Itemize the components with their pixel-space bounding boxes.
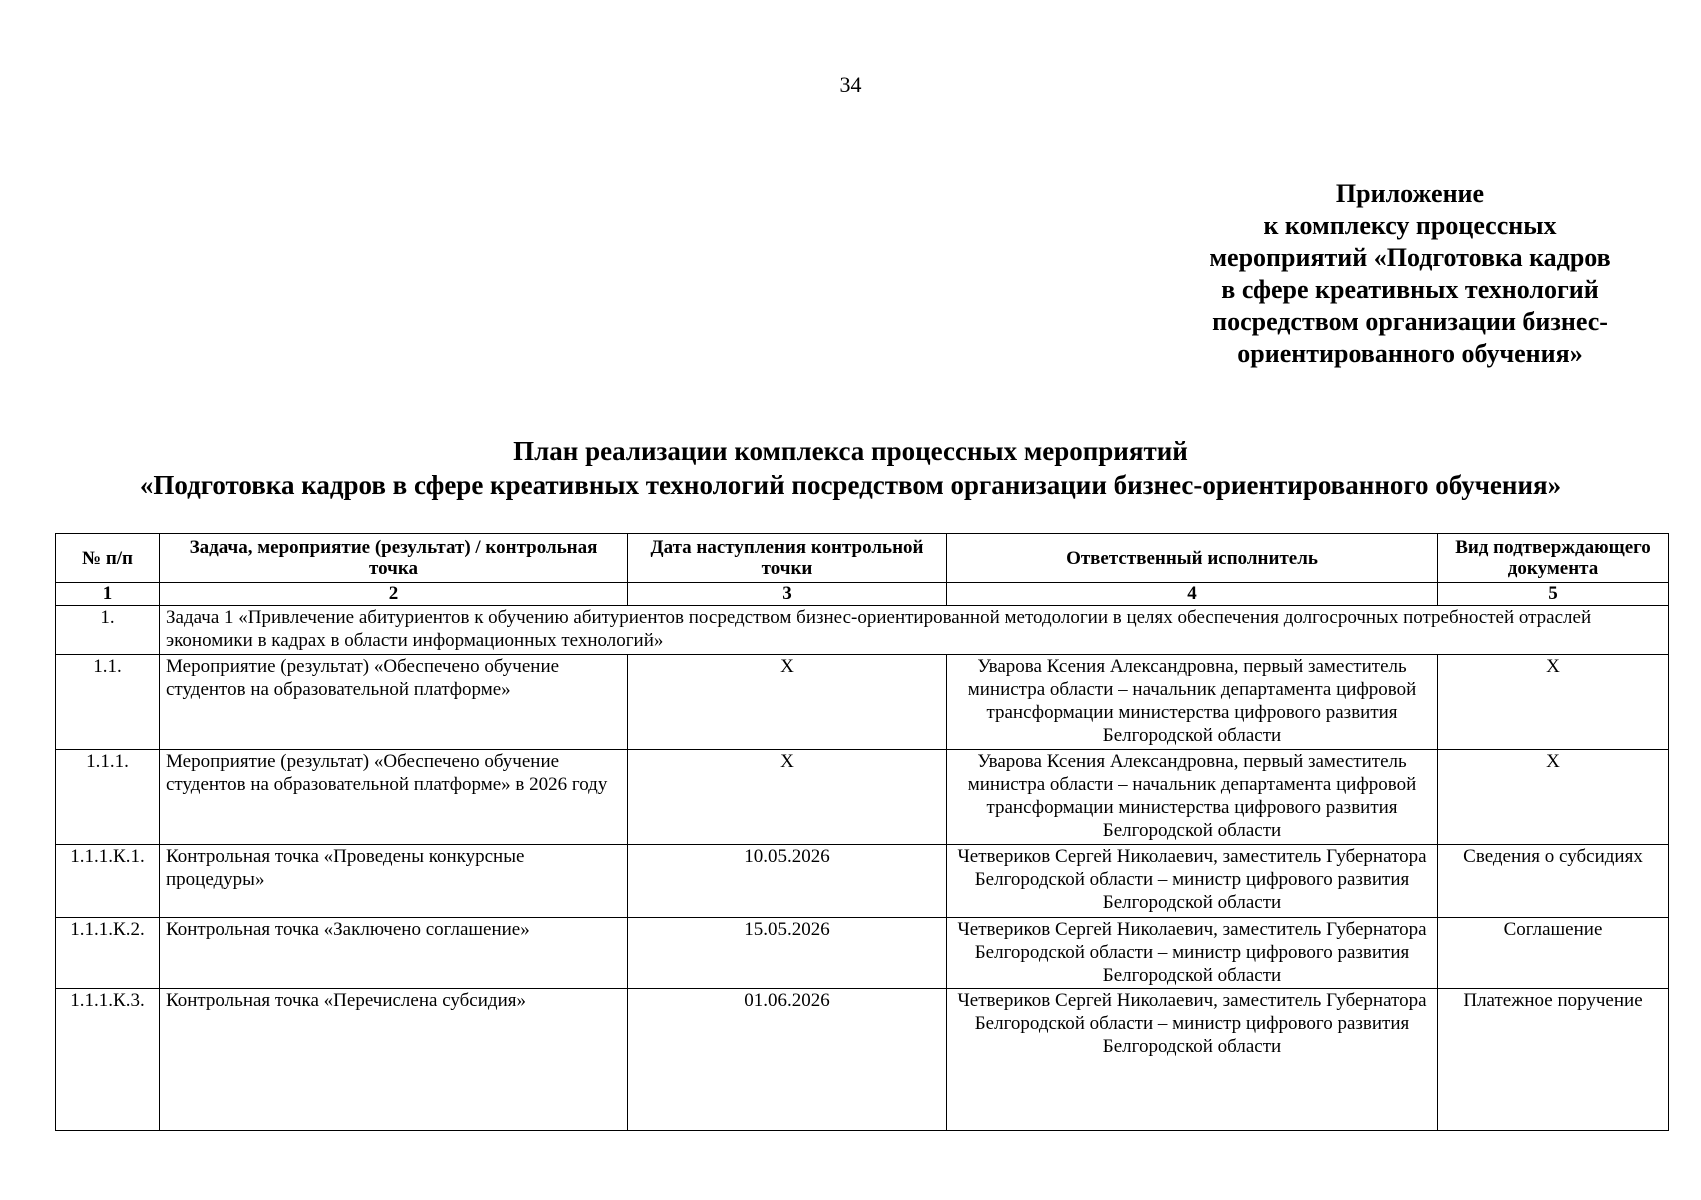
table-row bbox=[56, 989, 1669, 1131]
task-row bbox=[56, 606, 1669, 655]
header-document: Вид подтверждающего документа bbox=[1438, 534, 1669, 583]
table-row bbox=[56, 918, 1669, 989]
column-number: 2 bbox=[160, 583, 628, 606]
page-number: 34 bbox=[839, 72, 862, 97]
column-number: 3 bbox=[628, 583, 947, 606]
row-item: Контрольная точка «Заключено соглашение» bbox=[160, 918, 628, 989]
header-responsible: Ответственный исполнитель bbox=[947, 534, 1438, 583]
row-document: Соглашение bbox=[1438, 918, 1669, 989]
appendix-line: посредством организации бизнес- bbox=[1212, 307, 1608, 336]
row-number: 1.1.1. bbox=[56, 750, 160, 845]
row-document: Сведения о субсидиях bbox=[1438, 845, 1669, 918]
row-date: 01.06.2026 bbox=[628, 989, 947, 1131]
row-responsible: Четвериков Сергей Николаевич, заместитель Губернатора Белгородской области – министр цифрового развития Белгородской области bbox=[947, 918, 1438, 989]
row-item: Контрольная точка «Перечислена субсидия» bbox=[160, 989, 628, 1131]
table-row bbox=[56, 750, 1669, 845]
header-date: Дата наступления контрольной точки bbox=[628, 534, 947, 583]
task-text: Задача 1 «Привлечение абитуриентов к обучению абитуриентов посредством бизнес-ориентированной методологии в целях обеспечения долгосрочных потребностей отраслей экономики в кадрах в области информационных технологий» bbox=[160, 606, 1669, 655]
header-number: № п/п bbox=[56, 534, 160, 583]
row-responsible: Уварова Ксения Александровна, первый заместитель министра области – начальник департамента цифровой трансформации министерства цифрового развития Белгородской области bbox=[947, 655, 1438, 750]
appendix-line: в сфере креативных технологий bbox=[1221, 275, 1599, 304]
row-document: X bbox=[1438, 655, 1669, 750]
row-item: Мероприятие (результат) «Обеспечено обучение студентов на образовательной платформе» bbox=[160, 655, 628, 750]
row-item: Контрольная точка «Проведены конкурсные процедуры» bbox=[160, 845, 628, 918]
column-number: 4 bbox=[947, 583, 1438, 606]
column-number: 1 bbox=[56, 583, 160, 606]
row-responsible: Уварова Ксения Александровна, первый заместитель министра области – начальник департамента цифровой трансформации министерства цифрового развития Белгородской области bbox=[947, 750, 1438, 845]
column-numbers-row bbox=[56, 583, 1669, 606]
appendix-heading bbox=[1160, 178, 1660, 370]
column-number: 5 bbox=[1438, 583, 1669, 606]
row-date: 15.05.2026 bbox=[628, 918, 947, 989]
plan-title-line-2: «Подготовка кадров в сфере креативных технологий посредством организации бизнес-ориентированного обучения» bbox=[139, 470, 1562, 500]
row-number: 1.1. bbox=[56, 655, 160, 750]
table-row bbox=[56, 655, 1669, 750]
plan-title bbox=[0, 434, 1701, 502]
appendix-line: ориентированного обучения» bbox=[1237, 339, 1583, 368]
appendix-line: мероприятий «Подготовка кадров bbox=[1209, 243, 1611, 272]
row-date: X bbox=[628, 750, 947, 845]
row-date: X bbox=[628, 655, 947, 750]
task-number: 1. bbox=[56, 606, 160, 655]
table-header-row bbox=[56, 534, 1669, 583]
row-item: Мероприятие (результат) «Обеспечено обучение студентов на образовательной платформе» в 2026 году bbox=[160, 750, 628, 845]
plan-table bbox=[55, 533, 1669, 1131]
plan-title-line-1: План реализации комплекса процессных мероприятий bbox=[513, 436, 1188, 466]
row-date: 10.05.2026 bbox=[628, 845, 947, 918]
row-number: 1.1.1.К.2. bbox=[56, 918, 160, 989]
row-responsible: Четвериков Сергей Николаевич, заместитель Губернатора Белгородской области – министр цифрового развития Белгородской области bbox=[947, 845, 1438, 918]
row-number: 1.1.1.К.3. bbox=[56, 989, 160, 1131]
row-number: 1.1.1.К.1. bbox=[56, 845, 160, 918]
header-item: Задача, мероприятие (результат) / контрольная точка bbox=[160, 534, 628, 583]
appendix-line: Приложение bbox=[1335, 179, 1485, 208]
row-document: X bbox=[1438, 750, 1669, 845]
table-row bbox=[56, 845, 1669, 918]
row-document: Платежное поручение bbox=[1438, 989, 1669, 1131]
appendix-line: к комплексу процессных bbox=[1263, 211, 1557, 240]
row-responsible: Четвериков Сергей Николаевич, заместитель Губернатора Белгородской области – министр цифрового развития Белгородской области bbox=[947, 989, 1438, 1131]
